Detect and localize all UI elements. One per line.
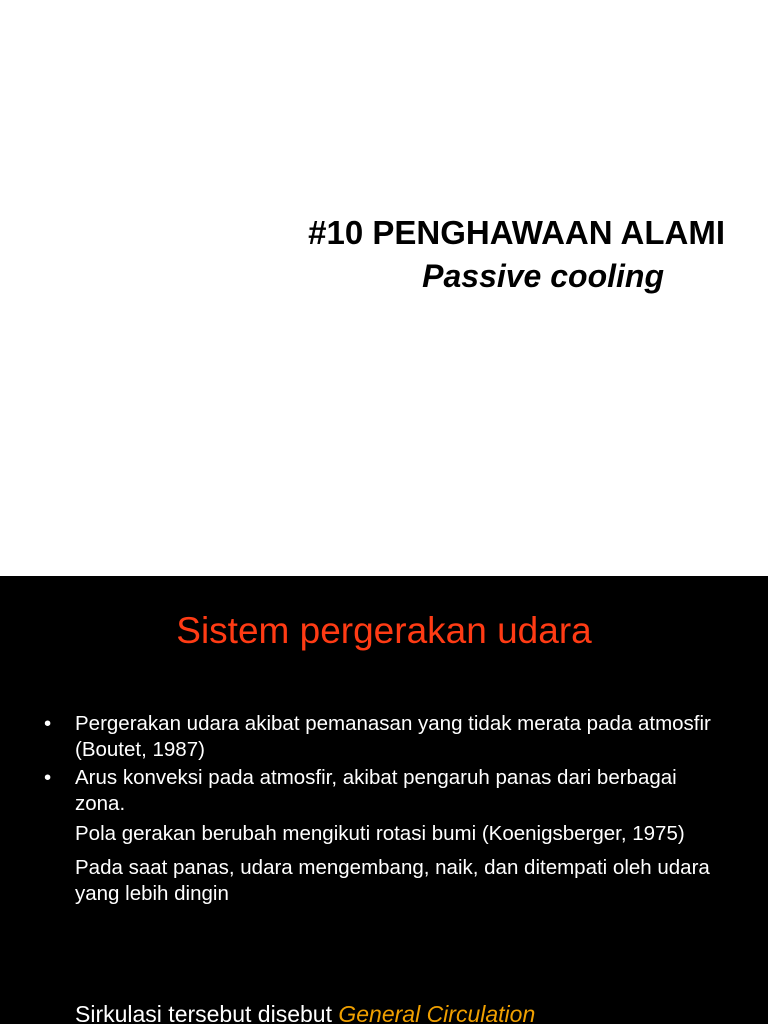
paragraph-item-4 <box>44 855 728 907</box>
slide-title: #10 PENGHAWAAN ALAMI <box>308 214 725 251</box>
circulation-text: Sirkulasi tersebut disebut <box>75 1001 339 1027</box>
content-heading: Sistem pergerakan udara <box>176 610 592 651</box>
bullet-item-2 <box>44 765 728 817</box>
paragraph-item-3 <box>44 821 728 847</box>
bullet-icon: • <box>44 766 52 789</box>
bullet-icon: • <box>44 712 52 735</box>
bullet-list <box>44 711 728 907</box>
slide-subtitle: Passive cooling <box>422 258 664 294</box>
bullet-item-1 <box>44 711 728 763</box>
bullet-text: Pergerakan udara akibat pemanasan yang tidak merata pada atmosfir (Boutet, 1987) <box>75 712 711 761</box>
paragraph-text: Pola gerakan berubah mengikuti rotasi bumi (Koenigsberger, 1975) <box>75 822 685 845</box>
paragraph-text: Pada saat panas, udara mengembang, naik, dan ditempati oleh udara yang lebih dingin <box>75 856 710 905</box>
circulation-term: General Circulation <box>338 1001 536 1027</box>
bullet-text: Arus konveksi pada atmosfir, akibat pengaruh panas dari berbagai zona. <box>75 766 677 815</box>
